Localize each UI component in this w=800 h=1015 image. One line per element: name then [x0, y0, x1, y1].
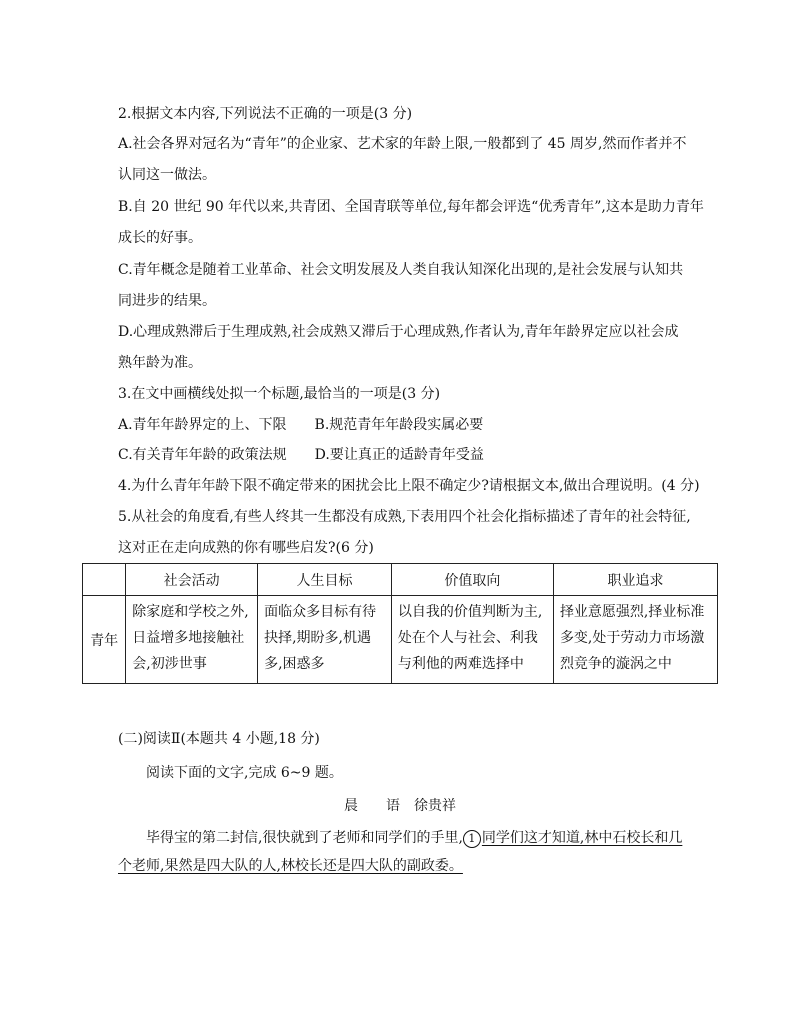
q2-option-c-line2: 同进步的结果。	[118, 293, 216, 309]
table-cell-text: 除家庭和学校之外,日益增多地接触社会,初涉世事	[132, 604, 249, 672]
story-title-char1: 晨	[344, 798, 358, 814]
q3-stem: 3.在文中画横线处拟一个标题,最恰当的一项是(3 分)	[118, 386, 441, 402]
q5-stem-line1: 5.从社会的角度看,有些人终其一生都没有成熟,下表用四个社会化指标描述了青年的社会特征,	[118, 509, 691, 525]
story-author: 徐贵祥	[414, 798, 456, 814]
table-cell-career-pursuit	[553, 596, 717, 684]
table-row	[83, 596, 718, 684]
story-paragraph-line1	[146, 828, 682, 848]
q4-stem: 4.为什么青年年龄下限不确定带来的困扰会比上限不确定少?请根据文本,做出合理说明。(4 分)	[118, 478, 700, 494]
story-paragraph-line2	[118, 856, 463, 876]
section2-heading: (二)阅读Ⅱ(本题共 4 小题,18 分)	[118, 731, 320, 747]
table-cell-value-orientation	[391, 596, 553, 684]
q5-stem-line2: 这对正在走向成熟的你有哪些启发?(6 分)	[118, 540, 374, 556]
table-header-row	[83, 564, 718, 596]
table-header-corner	[83, 564, 126, 596]
q3-options-row1: A.青年年龄界定的上、下限 B.规范青年年龄段实属必要	[118, 417, 484, 433]
q2-stem: 2.根据文本内容,下列说法不正确的一项是(3 分)	[118, 106, 413, 122]
section2-instruction: 阅读下面的文字,完成 6~9 题。	[146, 765, 343, 781]
q2-option-d-line2: 熟年龄为准。	[118, 355, 202, 371]
q3-options-row2: C.有关青年年龄的政策法规 D.要让真正的适龄青年受益	[118, 447, 484, 463]
underlined-sentence-part2: 个老师,果然是四大队的人,林校长还是四大队的副政委。	[118, 858, 463, 874]
table-header-career-pursuit: 职业追求	[553, 564, 717, 596]
underlined-sentence-part1: 同学们这才知道,林中石校长和几	[481, 830, 683, 846]
table-header-value-orientation: 价值取向	[391, 564, 553, 596]
circled-number-marker: 1	[463, 830, 481, 848]
story-title-char2: 语	[386, 798, 400, 814]
q2-option-a-line2: 认同这一做法。	[118, 167, 216, 183]
table-row-label: 青年	[83, 596, 126, 684]
q2-option-d-line1: D.心理成熟滞后于生理成熟,社会成熟又滞后于心理成熟,作者认为,青年年龄界定应以社会成	[118, 324, 679, 340]
table-header-social-activity: 社会活动	[126, 564, 258, 596]
story-title-line	[0, 795, 800, 815]
story-paragraph-start: 毕得宝的第二封信,很快就到了老师和同学们的手里,	[146, 830, 463, 846]
q2-option-b-line2: 成长的好事。	[118, 230, 202, 246]
table-cell-text: 以自我的价值判断为主,处在个人与社会、利我与利他的两难选择中	[397, 604, 543, 672]
table-cell-social-activity	[126, 596, 258, 684]
q2-option-a-line1: A.社会各界对冠名为“青年”的企业家、艺术家的年龄上限,一般都到了 45 周岁,然而作者并不	[118, 136, 687, 152]
table-cell-text: 择业意愿强烈,择业标准多变,处于劳动力市场激烈竞争的漩涡之中	[559, 604, 705, 672]
table-header-life-goal: 人生目标	[258, 564, 392, 596]
q2-option-b-line1: B.自 20 世纪 90 年代以来,共青团、全国青联等单位,每年都会评选“优秀青年”,这本是助力青年	[118, 199, 704, 215]
q2-option-c-line1: C.青年概念是随着工业革命、社会文明发展及人类自我认知深化出现的,是社会发展与认知共	[118, 262, 684, 278]
table-cell-text: 面临众多目标有待抉择,期盼多,机遇多,困惑多	[264, 604, 377, 672]
table-cell-life-goal	[258, 596, 392, 684]
social-features-table	[82, 563, 718, 684]
